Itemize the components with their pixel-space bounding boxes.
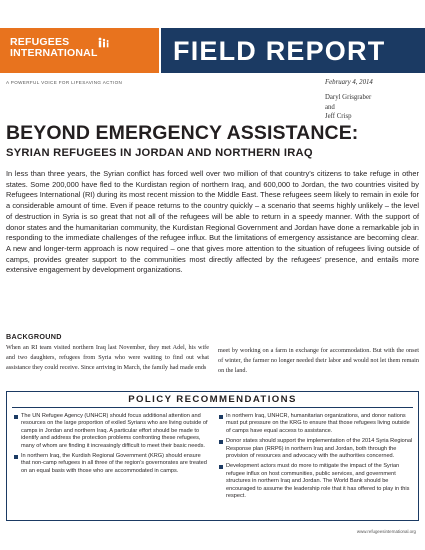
- background-column-1: When an RI team visited northern Iraq last November, they met Adel, his wife and two daughters, refugees from Syria who were waiting to find out what assistance they could receive. Since arriving in March, the family had made ends: [6, 344, 209, 371]
- recommendation-text: In northern Iraq, the Kurdish Regional Government (KRG) should ensure that non-camp refugees in all three of the region’s governorates are treated on an equal basis with those who are accommodated in camps.: [21, 453, 207, 474]
- org-logo: [0, 28, 159, 73]
- background-heading: BACKGROUND: [6, 332, 62, 341]
- square-bullet-icon: [14, 415, 18, 419]
- org-name-line2: INTERNATIONAL: [10, 47, 98, 59]
- policy-divider: [12, 407, 413, 408]
- author-2: Jeff Crisp: [325, 113, 352, 120]
- family-figures-icon: [97, 37, 110, 48]
- recommendation-item: [219, 463, 413, 500]
- recommendation-text: Development actors must do more to mitigate the impact of the Syrian refugee influx on host communities, public services, and government structures in northern Iraq and Jordan. The World Bank should be encouraged to assume the leadership role that it has offered to play in this respect.: [226, 463, 410, 500]
- author-conjunction: and: [325, 103, 335, 111]
- footer-url[interactable]: www.refugeesinternational.org: [356, 529, 416, 534]
- headline: BEYOND EMERGENCY ASSISTANCE:: [6, 122, 359, 144]
- author-1: Daryl Grisgraber: [325, 94, 372, 101]
- square-bullet-icon: [219, 415, 223, 419]
- square-bullet-icon: [219, 440, 223, 444]
- policy-recommendations-box: [6, 391, 419, 521]
- background-column-2: meet by working on a farm in exchange for accommodation. But with the onset of winter, the farmer no longer needed their labor and would not let them remain on the land.: [218, 347, 419, 374]
- org-name-line1: REFUGEES: [10, 36, 70, 48]
- recommendation-text: The UN Refugee Agency (UNHCR) should focus additional attention and resources on the large proportion of exiled Syrians who are living outside of camps in Jordan and northern Iraq. A particular effort should be made to identify and address the protection problems confronting these refugees, many of whom are finding it increasingly difficult to meet their basic needs.: [21, 413, 208, 449]
- policy-column-right: [219, 413, 413, 503]
- recommendation-item: [14, 453, 210, 475]
- recommendation-text: In northern Iraq, UNHCR, humanitarian organizations, and donor nations must put pressure on the KRG to ensure that those refugees living outside of camps have equal access to assistance.: [226, 413, 410, 434]
- square-bullet-icon: [14, 455, 18, 459]
- report-title: FIELD REPORT: [173, 36, 386, 66]
- recommendation-item: [219, 438, 413, 460]
- recommendation-text: Donor states should support the implementation of the 2014 Syria Regional Response plan (RRP6) in northern Iraq and Jordan, both through the provision of resources and advocacy with the authorities concerned.: [226, 438, 413, 460]
- policy-column-left: [14, 413, 210, 478]
- policy-title: POLICY RECOMMENDATIONS: [128, 394, 297, 405]
- report-banner: [161, 28, 425, 73]
- authors: [325, 93, 420, 122]
- report-date: February 4, 2014: [325, 79, 373, 86]
- intro-paragraph: In less than three years, the Syrian conflict has forced well over two million of that country’s citizens to take refuge in other states. Some 200,000 have fled to the Kurdistan region of northern Iraq, and 600,000 to Jordan, the two countries visited by Refugees International (RI) during its most recent mission to the Middle East. These refugees seem likely to remain in exile for a considerable amount of time. Even if peace returns to the country quickly – a scenario that seems highly unlikely – the level of destruction in Syria is so great that not all of the refugees will be able to return in a speedy manner. With the support of donor states and the humanitarian community, the Kurdistan Regional Government and Jordan have done a remarkable job in responding to the immediate challenges of the refugee influx. But the limitations of emergency assistance are becoming clear. A new and longer-term approach is now required – one that gives more attention to the situation of refugees living outside of camps, provides greater support to the communities most directly affected by the refugees’ presence, and entails more extensive engagement by development organizations.: [6, 169, 419, 275]
- recommendation-item: [219, 413, 413, 435]
- square-bullet-icon: [219, 465, 223, 469]
- subheadline: SYRIAN REFUGEES IN JORDAN AND NORTHERN IRAQ: [6, 147, 313, 159]
- recommendation-item: [14, 413, 210, 450]
- tagline: A POWERFUL VOICE FOR LIFESAVING ACTION: [6, 80, 123, 85]
